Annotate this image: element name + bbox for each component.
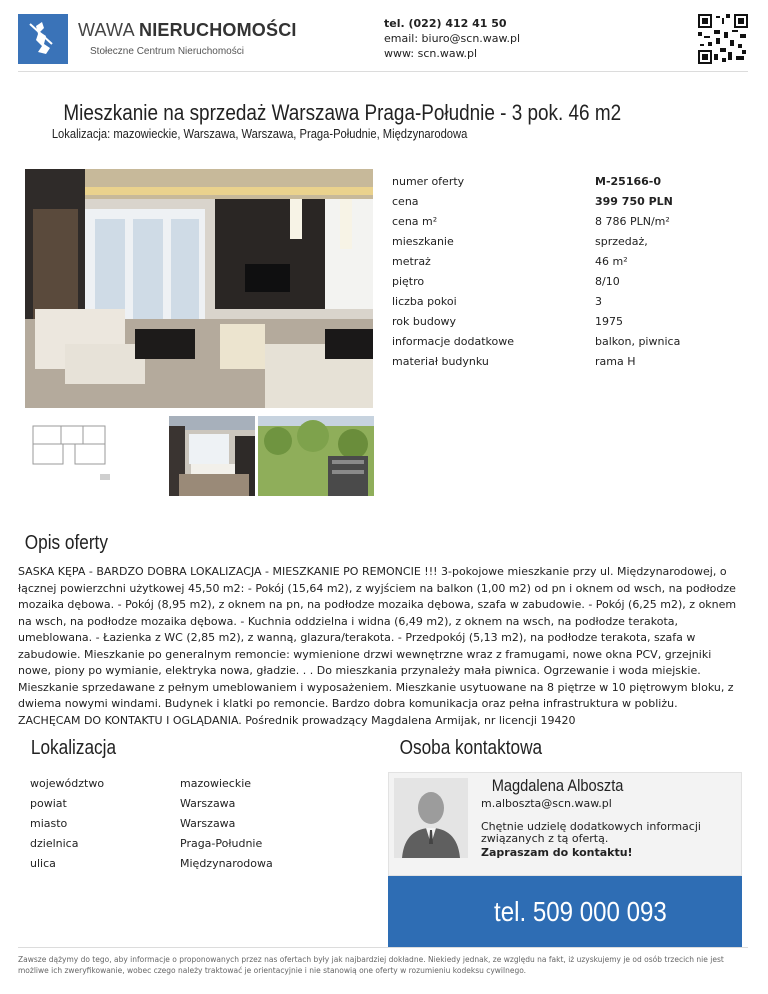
location-label: miasto — [30, 817, 68, 830]
agency-email[interactable]: email: biuro@scn.waw.pl — [384, 32, 521, 45]
offer-details — [392, 172, 742, 372]
detail-label: rok budowy — [392, 315, 457, 328]
description-text: SASKA KĘPA - BARDZO DOBRA LOKALIZACJA - MIESZKANIE PO REMONCIE !!! 3-pokojowe mieszkanie przy ul. Międzynarodowej, o łącznej powierzchni użytkowej 45,50 m2: - Pokój (15,64 m2), z wyjściem na balkon (1,00 m2) od pn i oknem od wsch, na podłodze mozaika dębowa. - Pokój (8,95 m2), z oknem na pn, na podłodze mozaika dębowa, szafa w zabudowie. - Pokój (6,25 m2), z oknem na wsch, na podłodze mozaika dębowa. - Kuchnia oddzielna i widna (6,49 m2), z oknem na wsch, na podłodze terakota, umeblowana. - Łazienka z WC (2,85 m2), z wanną, glazura/terakota. - Przedpokój (5,13 m2), na podłodze terakota, szafa w zabudowie. Mieszkanie po generalnym remoncie: wymienione drzwi wewnętrzne wraz z framugami, nowe okna PCV, grzejniki nowe, piony po wymianie, elektryka nowa, gładzie. . . Do mieszkania przynależy mała piwnica. Ogrzewanie i woda miejskie. Mieszkanie sprzedawane z pełnym umeblowaniem i wyposażeniem. Mieszkanie usytuowane na 8 piętrze w 10 piętrowym bloku, z dwiema nowymi windami. Budynek i klatki po remoncie. Bardzo dobra komunikacja oraz pełna infrastruktura w pobliżu. ZACHĘCAM DO KONTAKTU I OGLĄDANIA. Pośrednik prowadzący Magdalena Armijak, nr licencji 19420 — [18, 565, 737, 727]
location-value: Warszawa — [180, 797, 236, 810]
detail-value: 399 750 PLN — [595, 195, 673, 208]
header-divider — [18, 71, 748, 72]
detail-label: cena m² — [392, 215, 438, 228]
detail-label: cena — [392, 195, 419, 208]
balcony-view-thumbnail[interactable] — [258, 416, 374, 496]
detail-value: 3 — [595, 295, 602, 308]
footer-divider — [18, 947, 748, 948]
location-row — [30, 834, 330, 854]
brand-name — [78, 20, 297, 41]
location-line: Lokalizacja: mazowieckie, Warszawa, Warszawa, Praga-Południe, Międzynarodowa — [51, 126, 468, 141]
agency-contact — [384, 16, 520, 61]
location-label: dzielnica — [30, 837, 79, 850]
detail-row-extras — [392, 332, 742, 352]
location-value: Warszawa — [180, 817, 236, 830]
floor-plan-thumbnail[interactable] — [25, 416, 113, 496]
brand-name-bold: NIERUCHOMOŚCI — [139, 20, 297, 40]
location-label: ulica — [30, 857, 56, 870]
agency-phone[interactable]: tel. (022) 412 41 50 — [384, 17, 507, 30]
location-label: powiat — [30, 797, 67, 810]
detail-row-floor — [392, 272, 742, 292]
contact-phone[interactable]: tel. 509 000 093 — [494, 896, 667, 927]
detail-value: 8 786 PLN/m² — [595, 215, 670, 228]
detail-value: balkon, piwnica — [595, 335, 681, 348]
brand-name-light: WAWA — [78, 20, 134, 40]
detail-row-price — [392, 192, 742, 212]
detail-value: sprzedaż, — [595, 235, 648, 248]
location-value: Praga-Południe — [180, 837, 263, 850]
detail-row-year — [392, 312, 742, 332]
detail-label: metraż — [392, 255, 431, 268]
qr-code-icon — [698, 14, 748, 64]
detail-row-price-per-m2 — [392, 212, 742, 232]
contact-cta: Zapraszam do kontaktu! — [481, 846, 633, 859]
detail-row-rooms — [392, 292, 742, 312]
location-table — [30, 774, 330, 874]
contact-note: Chętnie udzielę dodatkowych informacji związanych z tą ofertą. — [481, 820, 701, 845]
detail-value: 8/10 — [595, 275, 620, 288]
contact-name: Magdalena Alboszta — [491, 776, 624, 795]
detail-row-offer-number — [392, 172, 742, 192]
location-heading: Lokalizacja — [30, 737, 117, 759]
detail-label: mieszkanie — [392, 235, 454, 248]
agency-www[interactable]: www: scn.waw.pl — [384, 47, 478, 60]
page-title: Mieszkanie na sprzedaż Warszawa Praga-Południe - 3 pok. 46 m2 — [63, 100, 622, 125]
detail-row-type — [392, 232, 742, 252]
detail-value: rama H — [595, 355, 636, 368]
location-row — [30, 774, 330, 794]
brand-subtitle: Stołeczne Centrum Nieruchomości — [90, 46, 244, 57]
person-avatar-icon — [394, 778, 468, 858]
detail-value: M-25166-0 — [595, 175, 661, 188]
living-room-photo[interactable] — [25, 169, 373, 408]
dining-room-thumbnail[interactable] — [169, 416, 255, 496]
disclaimer-text: Zawsze dążymy do tego, aby informacje o proponowanych przez nas ofertach były jak najbardziej dokładne. Niekiedy jednak, ze względu na fakt, iż uzyskujemy je od osób trzecich nie jest możliwe ich zweryfikowanie, wobec czego należy traktować je orientacyjnie i nie stanowią one oferty w rozumieniu kodeksu cywilnego. — [18, 955, 724, 975]
location-label: województwo — [30, 777, 105, 790]
location-row — [30, 794, 330, 814]
detail-label: liczba pokoi — [392, 295, 457, 308]
detail-value: 1975 — [595, 315, 623, 328]
detail-row-material — [392, 352, 742, 372]
location-value: Międzynarodowa — [180, 857, 273, 870]
detail-label: piętro — [392, 275, 425, 288]
detail-value: 46 m² — [595, 255, 628, 268]
location-row — [30, 854, 330, 874]
detail-label: numer oferty — [392, 175, 465, 188]
location-value: mazowieckie — [180, 777, 252, 790]
contact-email[interactable]: m.alboszta@scn.waw.pl — [481, 797, 612, 810]
detail-label: materiał budynku — [392, 355, 489, 368]
description-heading: Opis oferty — [24, 532, 108, 554]
contact-heading: Osoba kontaktowa — [399, 737, 543, 759]
detail-row-area — [392, 252, 742, 272]
mermaid-logo-icon — [18, 14, 68, 64]
detail-label: informacje dodatkowe — [392, 335, 515, 348]
location-row — [30, 814, 330, 834]
